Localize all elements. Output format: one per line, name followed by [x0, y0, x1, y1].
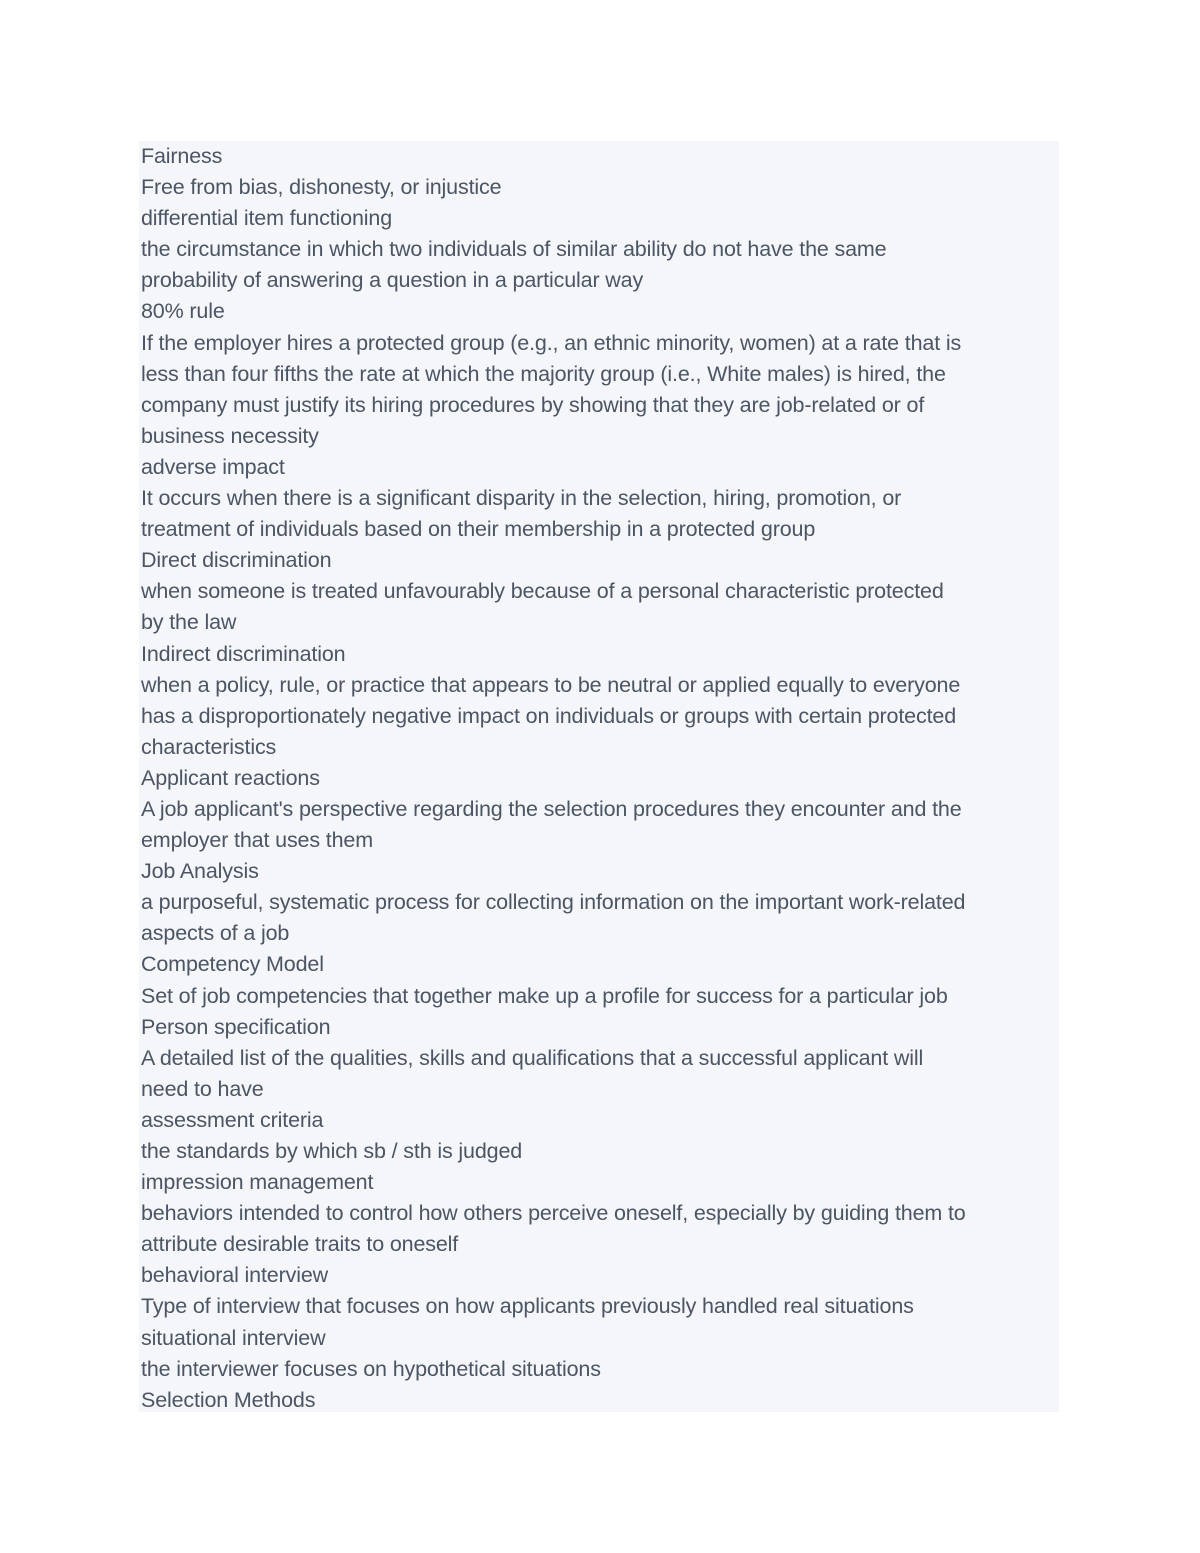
- text-line: treatment of individuals based on their membership in a protected group: [141, 517, 816, 542]
- text-line: differential item functioning: [141, 206, 393, 231]
- text-line: the circumstance in which two individuals of similar ability do not have the same: [141, 237, 887, 262]
- text-line: less than four fifths the rate at which the majority group (i.e., White males) is hired, the: [141, 361, 946, 386]
- text-line: behavioral interview: [141, 1263, 329, 1288]
- text-line: Free from bias, dishonesty, or injustice: [141, 175, 502, 200]
- text-line: Fairness: [141, 144, 223, 168]
- text-line: behaviors intended to control how others perceive oneself, especially by guiding them to: [141, 1201, 966, 1226]
- text-line: by the law: [141, 610, 237, 635]
- text-line: business necessity: [141, 423, 319, 448]
- text-line: when a policy, rule, or practice that appears to be neutral or applied equally to everyone: [141, 672, 961, 697]
- text-line: attribute desirable traits to oneself: [141, 1232, 459, 1257]
- text-line: adverse impact: [141, 454, 285, 479]
- text-line: If the employer hires a protected group (e.g., an ethnic minority, women) at a rate that is: [141, 330, 962, 355]
- text-line: Job Analysis: [141, 859, 259, 884]
- text-line: Selection Methods: [141, 1387, 316, 1412]
- text-line: impression management: [141, 1170, 374, 1195]
- text-line: Applicant reactions: [141, 765, 320, 790]
- text-line: Person specification: [141, 1014, 331, 1039]
- text-lines: [141, 141, 1059, 1416]
- text-line: probability of answering a question in a particular way: [141, 268, 644, 293]
- text-line: A detailed list of the qualities, skills and qualifications that a successful applicant will: [141, 1045, 924, 1070]
- text-line: Competency Model: [141, 952, 324, 977]
- text-line: Indirect discrimination: [141, 641, 346, 666]
- text-line: when someone is treated unfavourably because of a personal characteristic protected: [141, 579, 944, 604]
- text-line: a purposeful, systematic process for collecting information on the important work-related: [141, 890, 966, 915]
- text-line: need to have: [141, 1076, 264, 1101]
- text-line: It occurs when there is a significant disparity in the selection, hiring, promotion, or: [141, 486, 902, 511]
- glossary-text-block: [139, 141, 1059, 1412]
- text-line: situational interview: [141, 1325, 326, 1350]
- text-line: company must justify its hiring procedures by showing that they are job-related or of: [141, 392, 925, 417]
- text-line: the interviewer focuses on hypothetical situations: [141, 1356, 601, 1381]
- text-line: the standards by which sb / sth is judged: [141, 1139, 523, 1163]
- text-line: Type of interview that focuses on how applicants previously handled real situations: [141, 1294, 914, 1319]
- text-line: assessment criteria: [141, 1107, 324, 1132]
- text-line: 80% rule: [141, 299, 225, 324]
- text-line: Direct discrimination: [141, 548, 332, 573]
- text-line: aspects of a job: [141, 921, 290, 946]
- text-line: has a disproportionately negative impact on individuals or groups with certain protected: [141, 703, 957, 728]
- text-line: characteristics: [141, 734, 277, 759]
- text-line: employer that uses them: [141, 828, 373, 853]
- text-line: A job applicant's perspective regarding the selection procedures they encounter and the: [141, 796, 962, 821]
- text-line: Set of job competencies that together make up a profile for success for a particular job: [141, 983, 948, 1008]
